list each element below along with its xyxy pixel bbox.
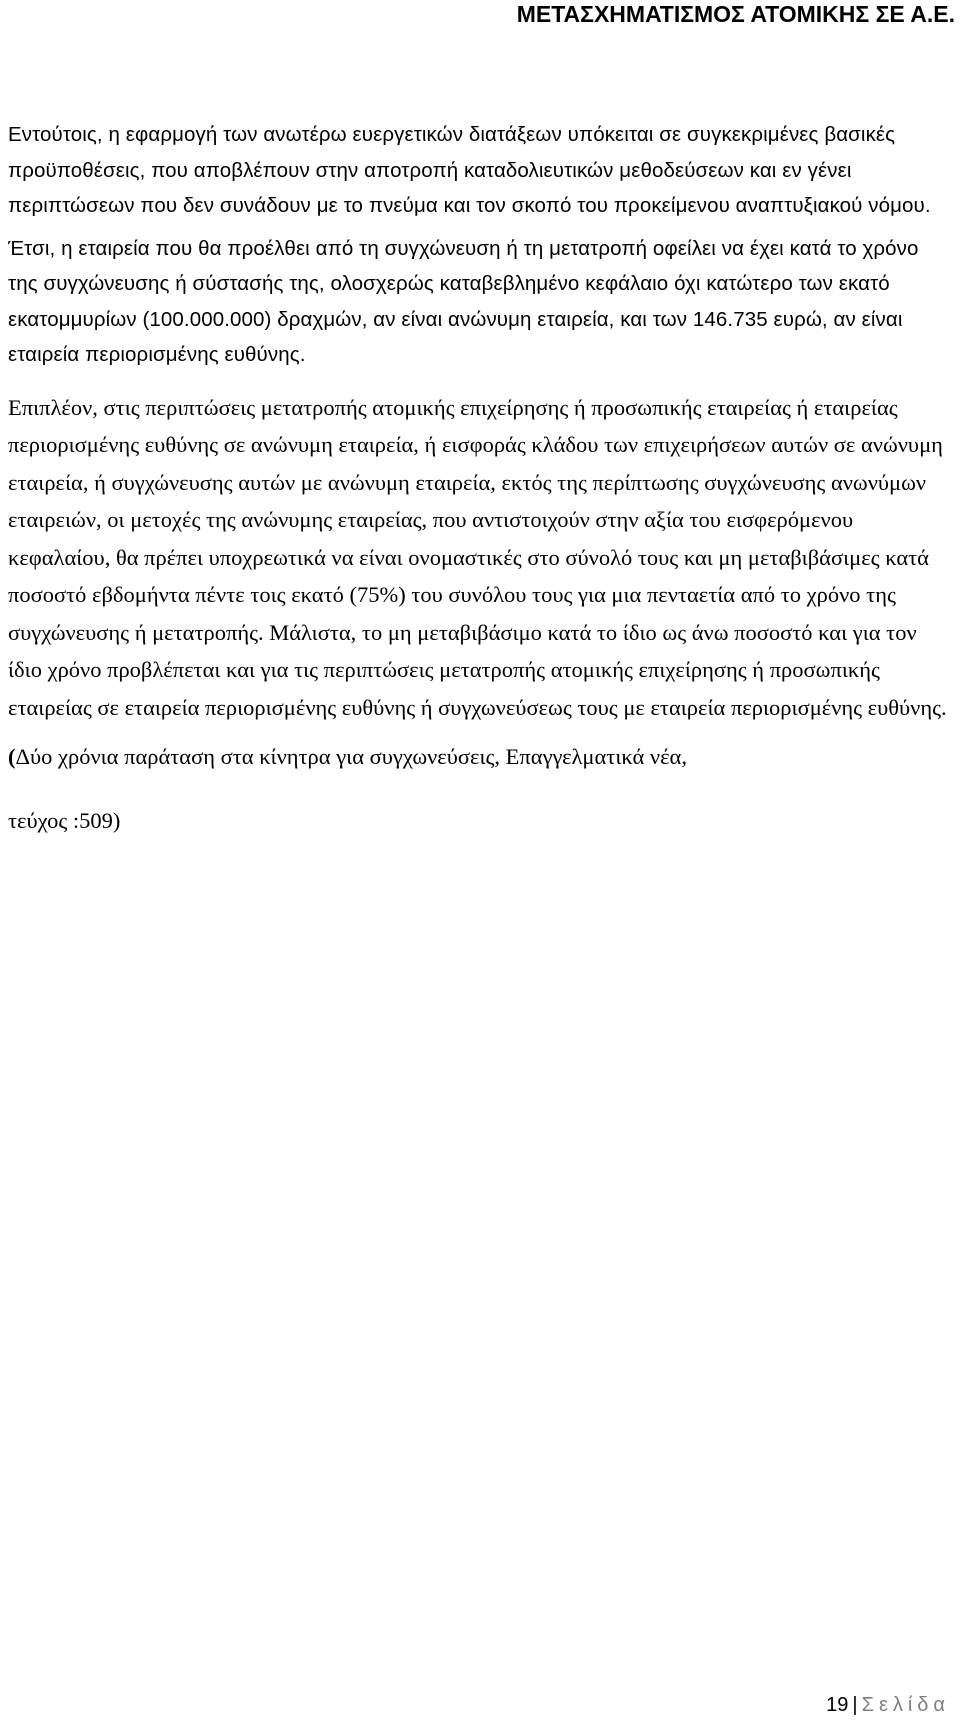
page-label: Σελίδα [861, 1694, 950, 1716]
page-footer [826, 1690, 950, 1720]
page-number: 19 [826, 1694, 849, 1716]
paragraph-3: Επιπλέον, στις περιπτώσεις μετατροπής ατομικής επιχείρησης ή προσωπικής εταιρείας ή εταιρείας περιορισμένης ευθύνης σε ανώνυμη εταιρεία, ή εισφοράς κλάδου των επιχειρήσεων αυτών σε ανώνυμη εταιρεία, ή συγχώνευσης αυτών με ανώνυμη εταιρεία, εκτός της περίπτωσης συγχώνευσης ανωνύμων εταιρειών, οι μετοχές της ανώνυμης εταιρείας, που αντιστοιχούν στην αξία του εισφερόμενου κεφαλαίου, θα πρέπει υποχρεωτικά να είναι ονομαστικές στο σύνολό τους και μη μεταβιβάσιμες κατά ποσοστό εβδομήντα πέντε τοις εκατό (75%) του συνόλου τους για μια πενταετία από το χρόνο της συγχώνευσης ή μετατροπής. Μάλιστα, το μη μεταβιβάσιμο κατά το ίδιο ως άνω ποσοστό και για τον ίδιο χρόνο προβλέπεται και για τις περιπτώσεις μετατροπής ατομικής επιχείρησης ή προσωπικής εταιρείας σε εταιρεία περιορισμένης ευθύνης ή συγχωνεύσεως τους με εταιρεία περιορισμένης ευθύνης. [8, 394, 947, 720]
paragraph-1: Εντούτοις, η εφαρμογή των ανωτέρω ευεργετικών διατάξεων υπόκειται σε συγκεκριμένες βασικές προϋποθέσεις, που αποβλέπουν στην αποτροπή καταδολιευτικών μεθοδεύσεων και εν γένει περιπτώσεων που δεν συνάδουν με το πνεύμα και τον σκοπό του προκείμενου αναπτυξιακού νόμου. [8, 123, 931, 217]
page-header-title: ΜΕΤΑΣΧΗΜΑΤΙΣΜΟΣ ΑΤΟΜΙΚΗΣ ΣΕ Α.Ε. [516, 1, 955, 27]
citation-text: Δύο χρόνια παράταση στα κίνητρα για συγχωνεύσεις, Επαγγελματικά νέα, [15, 744, 687, 769]
citation-line-1 [8, 738, 953, 776]
footer-separator: | [852, 1694, 858, 1716]
citation-open-paren: ( [8, 744, 16, 769]
paragraph-2: Έτσι, η εταιρεία που θα προέλθει από τη συγχώνευση ή τη μετατροπή οφείλει να έχει κατά το χρόνο της συγχώνευσης ή σύστασής της, ολοσχερώς καταβεβλημένο κεφάλαιο όχι κατώτερο των εκατό εκατομμυρίων (100.000.000) δραχμών, αν είναι ανώνυμη εταιρεία, και των 146.735 ευρώ, αν είναι εταιρεία περιορισμένης ευθύνης. [8, 236, 919, 366]
document-body [8, 117, 953, 839]
citation-line-2: τεύχος :509) [8, 807, 121, 833]
